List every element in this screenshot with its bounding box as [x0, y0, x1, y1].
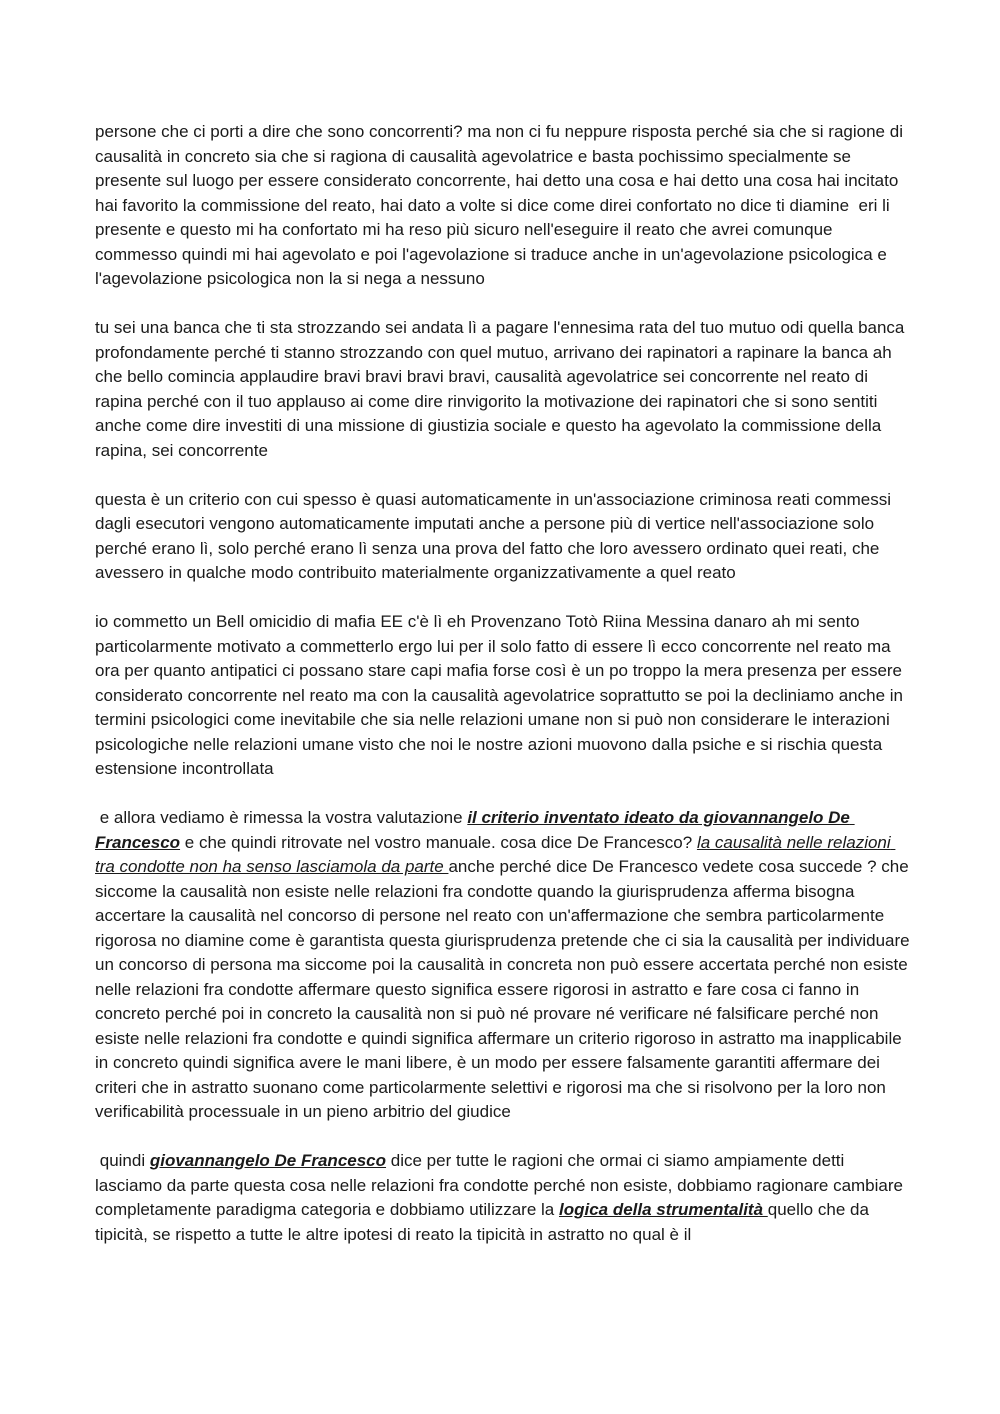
paragraph-1-text: persone che ci porti a dire che sono concorrenti? ma non ci fu neppure risposta perché sia che si ragione di causalità in concreto sia che si ragiona di causalità agevolatrice e basta pochissimo specialmente se presente sul luogo per essere considerato concorrente, hai detto una cosa e hai detto una cosa hai incitato hai favorito la commissione del reato, hai dato a volte si dice come direi confortato no dice ti diamine eri li presente e questo mi ha confortato mi ha reso più sicuro nell'eseguire il reato che avrei comunque commesso quindi mi hai agevolato e poi l'agevolazione si traduce anche in un'agevolazione psicologica e l'agevolazione psicologica non la si nega a nessuno [95, 122, 908, 288]
emphasis-causality-quote: la causalità nelle relazioni tra condotte non ha senso lasciamola da parte [95, 832, 896, 876]
paragraph-6-text-a: quindi [95, 1151, 150, 1170]
paragraph-4 [95, 610, 910, 782]
paragraph-5-text-c: anche perché dice De Francesco vedete cosa succede ? che siccome la causalità non esiste nelle relazioni fra condotte quando la giurisprudenza afferma bisogna accertare la causalità nel concorso di persone nel reato con un'affermazione che sembra particolarmente rigorosa no diamine come è garantista questa giurisprudenza pretende che ci sia la causalità per individuare un concorso di persona ma siccome poi la causalità in concreta non può essere accertata perché non esiste nelle relazioni fra condotte affermare questo significa essere rigorosi in astratto e fare cosa ci fanno in concreto perché poi in concreto la causalità non si può né provare né verificare né falsificare perché non esiste nelle relazioni fra condotte e quindi significa affermare un criterio rigoroso in astratto ma inapplicabile in concreto quindi significa avere le mani libere, è un modo per essere falsamente garantiti affermare dei criteri che in astratto suonano come particolarmente selettivi e rigorosi ma che si risolvono per la loro non verificabilità processuale in un pieno arbitrio del giudice [95, 857, 915, 1121]
emphasis-instrumentality-logic: logica della strumentalità [558, 1200, 768, 1219]
paragraph-6-text-c: quello che da tipicità, se rispetto a tutte le altre ipotesi di reato la tipicità in astratto no qual è il [95, 1200, 874, 1244]
emphasis-criterion-de-francesco: il criterio inventato ideato da giovannangelo De Francesco [95, 808, 855, 852]
paragraph-5-text-b: e che quindi ritrovate nel vostro manuale. cosa dice De Francesco? [180, 832, 697, 852]
paragraph-2-text: tu sei una banca che ti sta strozzando sei andata lì a pagare l'ennesima rata del tuo mutuo odi quella banca profondamente perché ti stanno strozzando con quel mutuo, arrivano dei rapinatori a rapinare la banca ah che bello comincia applaudire bravi bravi bravi bravi, causalità agevolatrice sei concorrente nel reato di rapina perché con il tuo applauso ai come dire rinvigorito la motivazione dei rapinatori che si sono sentiti anche come dire investiti di una missione di giustizia sociale e questo ha agevolato la commissione della rapina, sei concorrente [95, 318, 910, 460]
paragraph-3 [95, 488, 910, 586]
paragraph-5-text-a: e allora vediamo è rimessa la vostra valutazione [95, 808, 468, 827]
paragraph-1 [95, 120, 910, 292]
paragraph-5 [95, 806, 915, 1125]
paragraph-3-text: questa è un criterio con cui spesso è quasi automaticamente in un'associazione criminosa reati commessi dagli esecutori vengono automaticamente imputati anche a persone più di vertice nell'associazione solo perché erano lì, solo perché erano lì senza una prova del fatto che loro avessero ordinato quei reati, che avessero in qualche modo contribuito materialmente organizzativamente a quel reato [95, 489, 896, 582]
paragraph-4-text: io commetto un Bell omicidio di mafia EE c'è lì eh Provenzano Totò Riina Messina danaro ah mi sento particolarmente motivato a commetterlo ergo lui per il solo fatto di essere lì ecco concorrente nel reato ma ora per quanto antipatici ci possano stare capi mafia forse così è un po troppo la mera presenza per essere considerato concorrente nel reato ma con la causalità agevolatrice soprattutto se poi la decliniamo anche in termini psicologici come inevitabile che sia nelle relazioni umane non si può non considerare le interazioni psicologiche nelle relazioni umane visto che noi le nostre azioni muovono dalla psiche e si rischia questa estensione incontrollata [95, 612, 908, 778]
emphasis-author-name: giovannangelo De Francesco [149, 1151, 387, 1170]
paragraph-6 [95, 1149, 910, 1247]
paragraph-6-text-b: dice per tutte le ragioni che ormai ci siamo ampiamente detti lasciamo da parte questa cosa nelle relazioni fra condotte perché non esiste, dobbiamo ragionare cambiare completamente paradigma categoria e dobbiamo utilizzare la [95, 1151, 908, 1219]
paragraph-2 [95, 316, 910, 463]
